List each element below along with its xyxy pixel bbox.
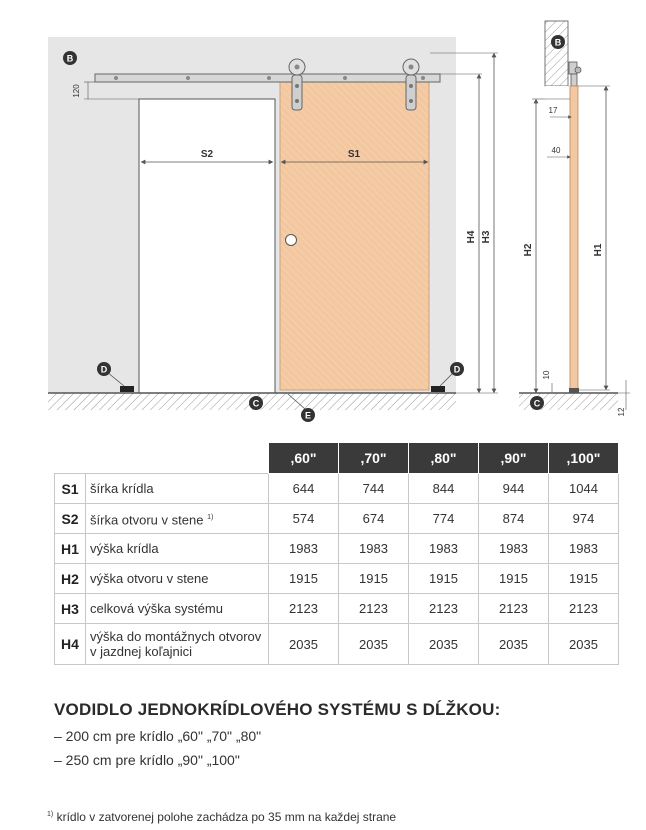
svg-text:B: B (66, 53, 74, 64)
table-cell: 974 (549, 504, 619, 534)
table-cell: 2123 (339, 594, 409, 624)
table-cell: 1983 (339, 534, 409, 564)
table-cell: 944 (479, 474, 549, 504)
dimensions-table (54, 442, 619, 665)
column-header: ,80" (409, 443, 479, 474)
table-header-row (55, 443, 619, 474)
svg-text:D: D (100, 364, 108, 375)
rail-screw (343, 76, 347, 80)
table-cell: 2035 (409, 624, 479, 665)
row-code: S2 (55, 504, 86, 534)
row-code: H1 (55, 534, 86, 564)
table-cell: 1983 (479, 534, 549, 564)
column-header: ,90" (479, 443, 549, 474)
table-cell: 744 (339, 474, 409, 504)
row-code: H3 (55, 594, 86, 624)
table-corner (55, 443, 269, 474)
table-cell: 2035 (549, 624, 619, 665)
table-cell: 1915 (269, 564, 339, 594)
wall-opening (139, 99, 275, 393)
table-cell: 1983 (549, 534, 619, 564)
row-code: H4 (55, 624, 86, 665)
dim-10-label: 10 (542, 370, 551, 380)
footnote-text: krídlo v zatvorenej polohe zachádza po 35 mm na každej strane (53, 810, 397, 824)
callout-e (301, 408, 315, 422)
table-row (55, 474, 619, 504)
callout-b (63, 51, 77, 65)
table-cell: 1915 (409, 564, 479, 594)
footnote-mark: 1) (207, 513, 214, 521)
rail-length-line: – 250 cm pre krídlo „90" „100" (54, 752, 240, 768)
dim-40-label: 40 (551, 146, 561, 155)
table-cell: 1044 (549, 474, 619, 504)
callout-b-side (551, 35, 565, 49)
column-header: ,60" (269, 443, 339, 474)
callout-d-right (450, 362, 464, 376)
row-description: výška do montážnych otvorov v jazdnej koľajnici (86, 624, 269, 665)
column-header: ,100" (549, 443, 619, 474)
footnote-mark: 1) (47, 811, 54, 818)
table-row (55, 624, 619, 665)
table-cell: 2123 (549, 594, 619, 624)
table-cell: 2123 (479, 594, 549, 624)
table-row (55, 504, 619, 534)
row-description: výška otvoru v stene (86, 564, 269, 594)
side-wall (545, 21, 568, 86)
table-cell: 1915 (549, 564, 619, 594)
table-cell: 874 (479, 504, 549, 534)
stopper-right (431, 386, 445, 392)
rail-screw (114, 76, 118, 80)
table-cell: 2035 (339, 624, 409, 665)
row-description: výška krídla (86, 534, 269, 564)
table-row (55, 564, 619, 594)
row-description-cell (86, 504, 269, 534)
h3-label: H3 (481, 230, 492, 244)
table-cell: 2123 (269, 594, 339, 624)
table-cell: 644 (269, 474, 339, 504)
svg-text:E: E (304, 410, 312, 421)
svg-text:C: C (252, 398, 260, 409)
table-cell: 2035 (269, 624, 339, 665)
table-cell: 574 (269, 504, 339, 534)
h4-label: H4 (466, 230, 477, 244)
svg-text:D: D (453, 364, 461, 375)
row-code: S1 (55, 474, 86, 504)
row-description: šírka krídla (86, 474, 269, 504)
row-description: šírka otvoru v stene (90, 512, 204, 528)
rail-screw (421, 76, 425, 80)
s1-label: S1 (347, 149, 361, 160)
svg-text:C: C (533, 398, 541, 409)
footnote (47, 810, 396, 824)
table-cell: 1983 (269, 534, 339, 564)
side-hanger (569, 62, 581, 86)
table-cell: 674 (339, 504, 409, 534)
table-cell: 774 (409, 504, 479, 534)
rail-length-heading: VODIDLO JEDNOKRÍDLOVÉHO SYSTÉMU S DĹŽKOU: (54, 700, 501, 719)
rail-screw (267, 76, 271, 80)
door-leaf (280, 82, 429, 390)
row-code: H2 (55, 564, 86, 594)
dim-12-label: 12 (617, 407, 626, 417)
table-cell: 1983 (409, 534, 479, 564)
dim-17-label: 17 (548, 106, 558, 115)
table-cell: 844 (409, 474, 479, 504)
s2-label: S2 (200, 149, 214, 160)
callout-d-left (97, 362, 111, 376)
table-cell: 1915 (339, 564, 409, 594)
stopper-left (120, 386, 134, 392)
rail-length-line: – 200 cm pre krídlo „60" „70" „80" (54, 728, 262, 744)
table-row (55, 594, 619, 624)
table-cell: 2035 (479, 624, 549, 665)
svg-text:B: B (554, 37, 562, 48)
dim-120-label: 120 (72, 84, 81, 98)
door-handle (286, 235, 297, 246)
row-description: celková výška systému (86, 594, 269, 624)
h1-label: H1 (593, 243, 604, 257)
callout-c-front (249, 396, 263, 410)
table-cell: 2123 (409, 594, 479, 624)
table-cell: 1915 (479, 564, 549, 594)
h2-label: H2 (523, 243, 534, 257)
side-door-leaf (570, 86, 578, 390)
table-row (55, 534, 619, 564)
rail-screw (186, 76, 190, 80)
callout-c-side (530, 396, 544, 410)
column-header: ,70" (339, 443, 409, 474)
